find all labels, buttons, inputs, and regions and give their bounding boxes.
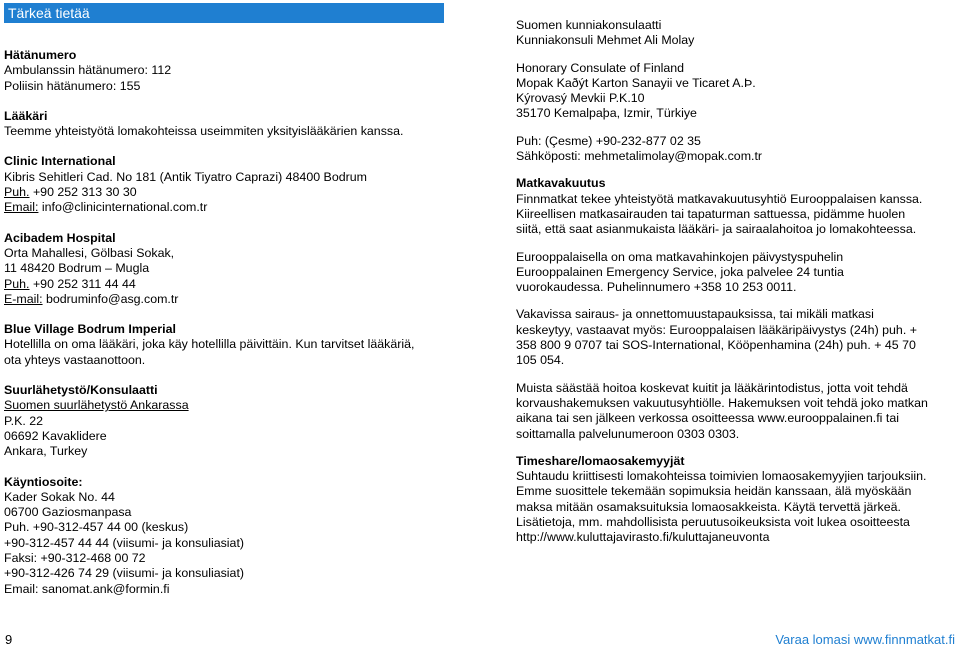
section-header: Tärkeä tietää bbox=[4, 3, 444, 23]
embassy-line-3: Ankara, Turkey bbox=[4, 444, 88, 459]
insurance-line-4: Eurooppalaisella on oma matkavahinkojen päivystyspuhelin bbox=[516, 249, 844, 264]
footer-site-link[interactable]: Varaa lomasi www.finnmatkat.fi bbox=[775, 632, 955, 647]
emergency-title: Hätänumero bbox=[4, 48, 77, 62]
insurance-line-14: soittamalla palvelunumeroon 0303 0303. bbox=[516, 426, 740, 441]
consulate-line-4: Mopak Kaðýt Karton Sanayii ve Ticaret A.Þ. bbox=[516, 75, 756, 90]
timeshare-line-1: Suhtaudu kriittisesti lomakohteissa toimivien lomaosakemyyjien tarjouksiin. bbox=[516, 469, 927, 484]
left-column bbox=[4, 48, 444, 597]
consulate-line-3: Honorary Consulate of Finland bbox=[516, 60, 685, 75]
visit-line-3: Puh. +90-312-457 44 00 (keskus) bbox=[4, 520, 189, 535]
police-number: Poliisin hätänumero: 155 bbox=[4, 78, 141, 93]
consulate-line-1: Suomen kunniakonsulaatti bbox=[516, 18, 662, 32]
clinic-email-label: Email: bbox=[4, 200, 39, 215]
embassy-line-2: 06692 Kavaklidere bbox=[4, 428, 107, 443]
timeshare-line-5[interactable]: http://www.kuluttajavirasto.fi/kuluttajaneuvonta bbox=[516, 530, 770, 545]
clinic-phone bbox=[4, 185, 444, 200]
consulate-line-2: Kunniakonsuli Mehmet Ali Molay bbox=[516, 33, 695, 48]
acibadem-phone bbox=[4, 277, 444, 292]
visit-line-5: Faksi: +90-312-468 00 72 bbox=[4, 551, 146, 566]
embassy-line-1: P.K. 22 bbox=[4, 413, 44, 428]
visit-title: Käyntiosoite: bbox=[4, 474, 83, 489]
visit-line-6: +90-312-426 74 29 (viisumi- ja konsuliasiat) bbox=[4, 566, 245, 581]
timeshare-line-2: Emme suosittele tekemään sopimuksia heidän kanssaan, älä myöskään bbox=[516, 484, 912, 499]
acibadem-address-1: Orta Mahallesi, Gölbasi Sokak, bbox=[4, 245, 175, 260]
clinic-name: Clinic International bbox=[4, 154, 116, 169]
embassy-title: Suurlähetystö/Konsulaatti bbox=[4, 383, 158, 398]
acibadem-address-2: 11 48420 Bodrum – Mugla bbox=[4, 261, 150, 276]
timeshare-line-3: maksa mitään osamaksuituksia lomaosakkeista. Käytä tervettä järkeä. bbox=[516, 499, 901, 514]
insurance-title: Matkavakuutus bbox=[516, 176, 606, 191]
insurance-line-8: keskeytyy, vastaavat myös: Eurooppalaisen lääkäripäivystys (24h) puh. + bbox=[516, 322, 917, 337]
acibadem-phone-label: Puh. bbox=[4, 276, 30, 291]
acibadem-phone-value: +90 252 311 44 44 bbox=[29, 276, 136, 291]
consulate-line-5: Kýrovasý Mevkii P.K.10 bbox=[516, 91, 645, 106]
visit-line-7[interactable]: Email: sanomat.ank@formin.fi bbox=[4, 581, 170, 596]
ambulance-number: Ambulanssin hätänumero: 112 bbox=[4, 63, 172, 78]
timeshare-title: Timeshare/lomaosakemyyjät bbox=[516, 453, 685, 468]
embassy-name: Suomen suurlähetystö Ankarassa bbox=[4, 398, 189, 413]
consulate-line-8[interactable]: Sähköposti: mehmetalimolay@mopak.com.tr bbox=[516, 149, 763, 164]
insurance-line-12: korvaushakemuksen vakuutusyhtiölle. Hakemuksen voit tehdä joko matkan bbox=[516, 395, 928, 410]
timeshare-line-4: Lisätietoja, mm. mahdollisista peruutusoikeuksista voit lukea osoitteesta bbox=[516, 515, 910, 530]
doctor-title: Lääkäri bbox=[4, 108, 48, 123]
insurance-line-13: aikana tai sen jälkeen verkossa osoitteessa www.eurooppalainen.fi tai bbox=[516, 411, 899, 426]
insurance-line-11: Muista säästää hoitoa koskevat kuitit ja lääkärintodistus, jotta voit tehdä bbox=[516, 380, 908, 395]
consulate-line-6: 35170 Kemalpaþa, Izmir, Türkiye bbox=[516, 106, 697, 121]
consulate-line-7: Puh: (Çesme) +90-232-877 02 35 bbox=[516, 133, 701, 148]
insurance-line-7: Vakavissa sairaus- ja onnettomuustapauksissa, tai mikäli matkasi bbox=[516, 307, 874, 322]
insurance-line-9: 358 800 9 0707 tai SOS-International, Kööpenhamina (24h) puh. + 45 70 bbox=[516, 338, 916, 353]
insurance-line-6: vuorokaudessa. Puhelinnumero +358 10 253 0011. bbox=[516, 280, 797, 295]
clinic-address: Kibris Sehitleri Cad. No 181 (Antik Tiyatro Caprazi) 48400 Bodrum bbox=[4, 169, 367, 184]
acibadem-email-label: E-mail: bbox=[4, 291, 43, 306]
insurance-line-5: Eurooppalainen Emergency Service, joka palvelee 24 tuntia bbox=[516, 264, 844, 279]
doctor-text: Teemme yhteistyötä lomakohteissa useimmiten yksityislääkärien kanssa. bbox=[4, 124, 404, 139]
visit-line-2: 06700 Gaziosmanpasa bbox=[4, 505, 132, 520]
blue-village-name: Blue Village Bodrum Imperial bbox=[4, 322, 176, 337]
clinic-phone-label: Puh. bbox=[4, 185, 30, 200]
acibadem-email[interactable] bbox=[4, 292, 444, 307]
clinic-email-value[interactable]: info@clinicinternational.com.tr bbox=[38, 200, 208, 215]
visit-line-1: Kader Sokak No. 44 bbox=[4, 489, 115, 504]
insurance-line-1: Finnmatkat tekee yhteistyötä matkavakuutusyhtiö Eurooppalaisen kanssa. bbox=[516, 191, 923, 206]
clinic-email[interactable] bbox=[4, 200, 444, 215]
blue-village-line-1: Hotellilla on oma lääkäri, joka käy hotellilla päivittäin. Kun tarvitset lääkäriä, bbox=[4, 337, 415, 352]
visit-line-4: +90-312-457 44 44 (viisumi- ja konsuliasiat) bbox=[4, 535, 245, 550]
insurance-line-2: Kiireellisen matkasairauden tai tapaturman sattuessa, pidämme huolen bbox=[516, 206, 906, 221]
right-column bbox=[516, 18, 956, 546]
insurance-line-3: siitä, että saat asianmukaista lääkäri- ja sairaalahoitoa jo lomakohteessa. bbox=[516, 222, 917, 237]
acibadem-email-value[interactable]: bodruminfo@asg.com.tr bbox=[42, 291, 179, 306]
acibadem-name: Acibadem Hospital bbox=[4, 230, 116, 245]
insurance-line-10: 105 054. bbox=[516, 353, 565, 368]
blue-village-line-2: ota yhteys vastaanottoon. bbox=[4, 352, 146, 367]
page-number: 9 bbox=[5, 632, 13, 647]
clinic-phone-value: +90 252 313 30 30 bbox=[29, 185, 137, 200]
